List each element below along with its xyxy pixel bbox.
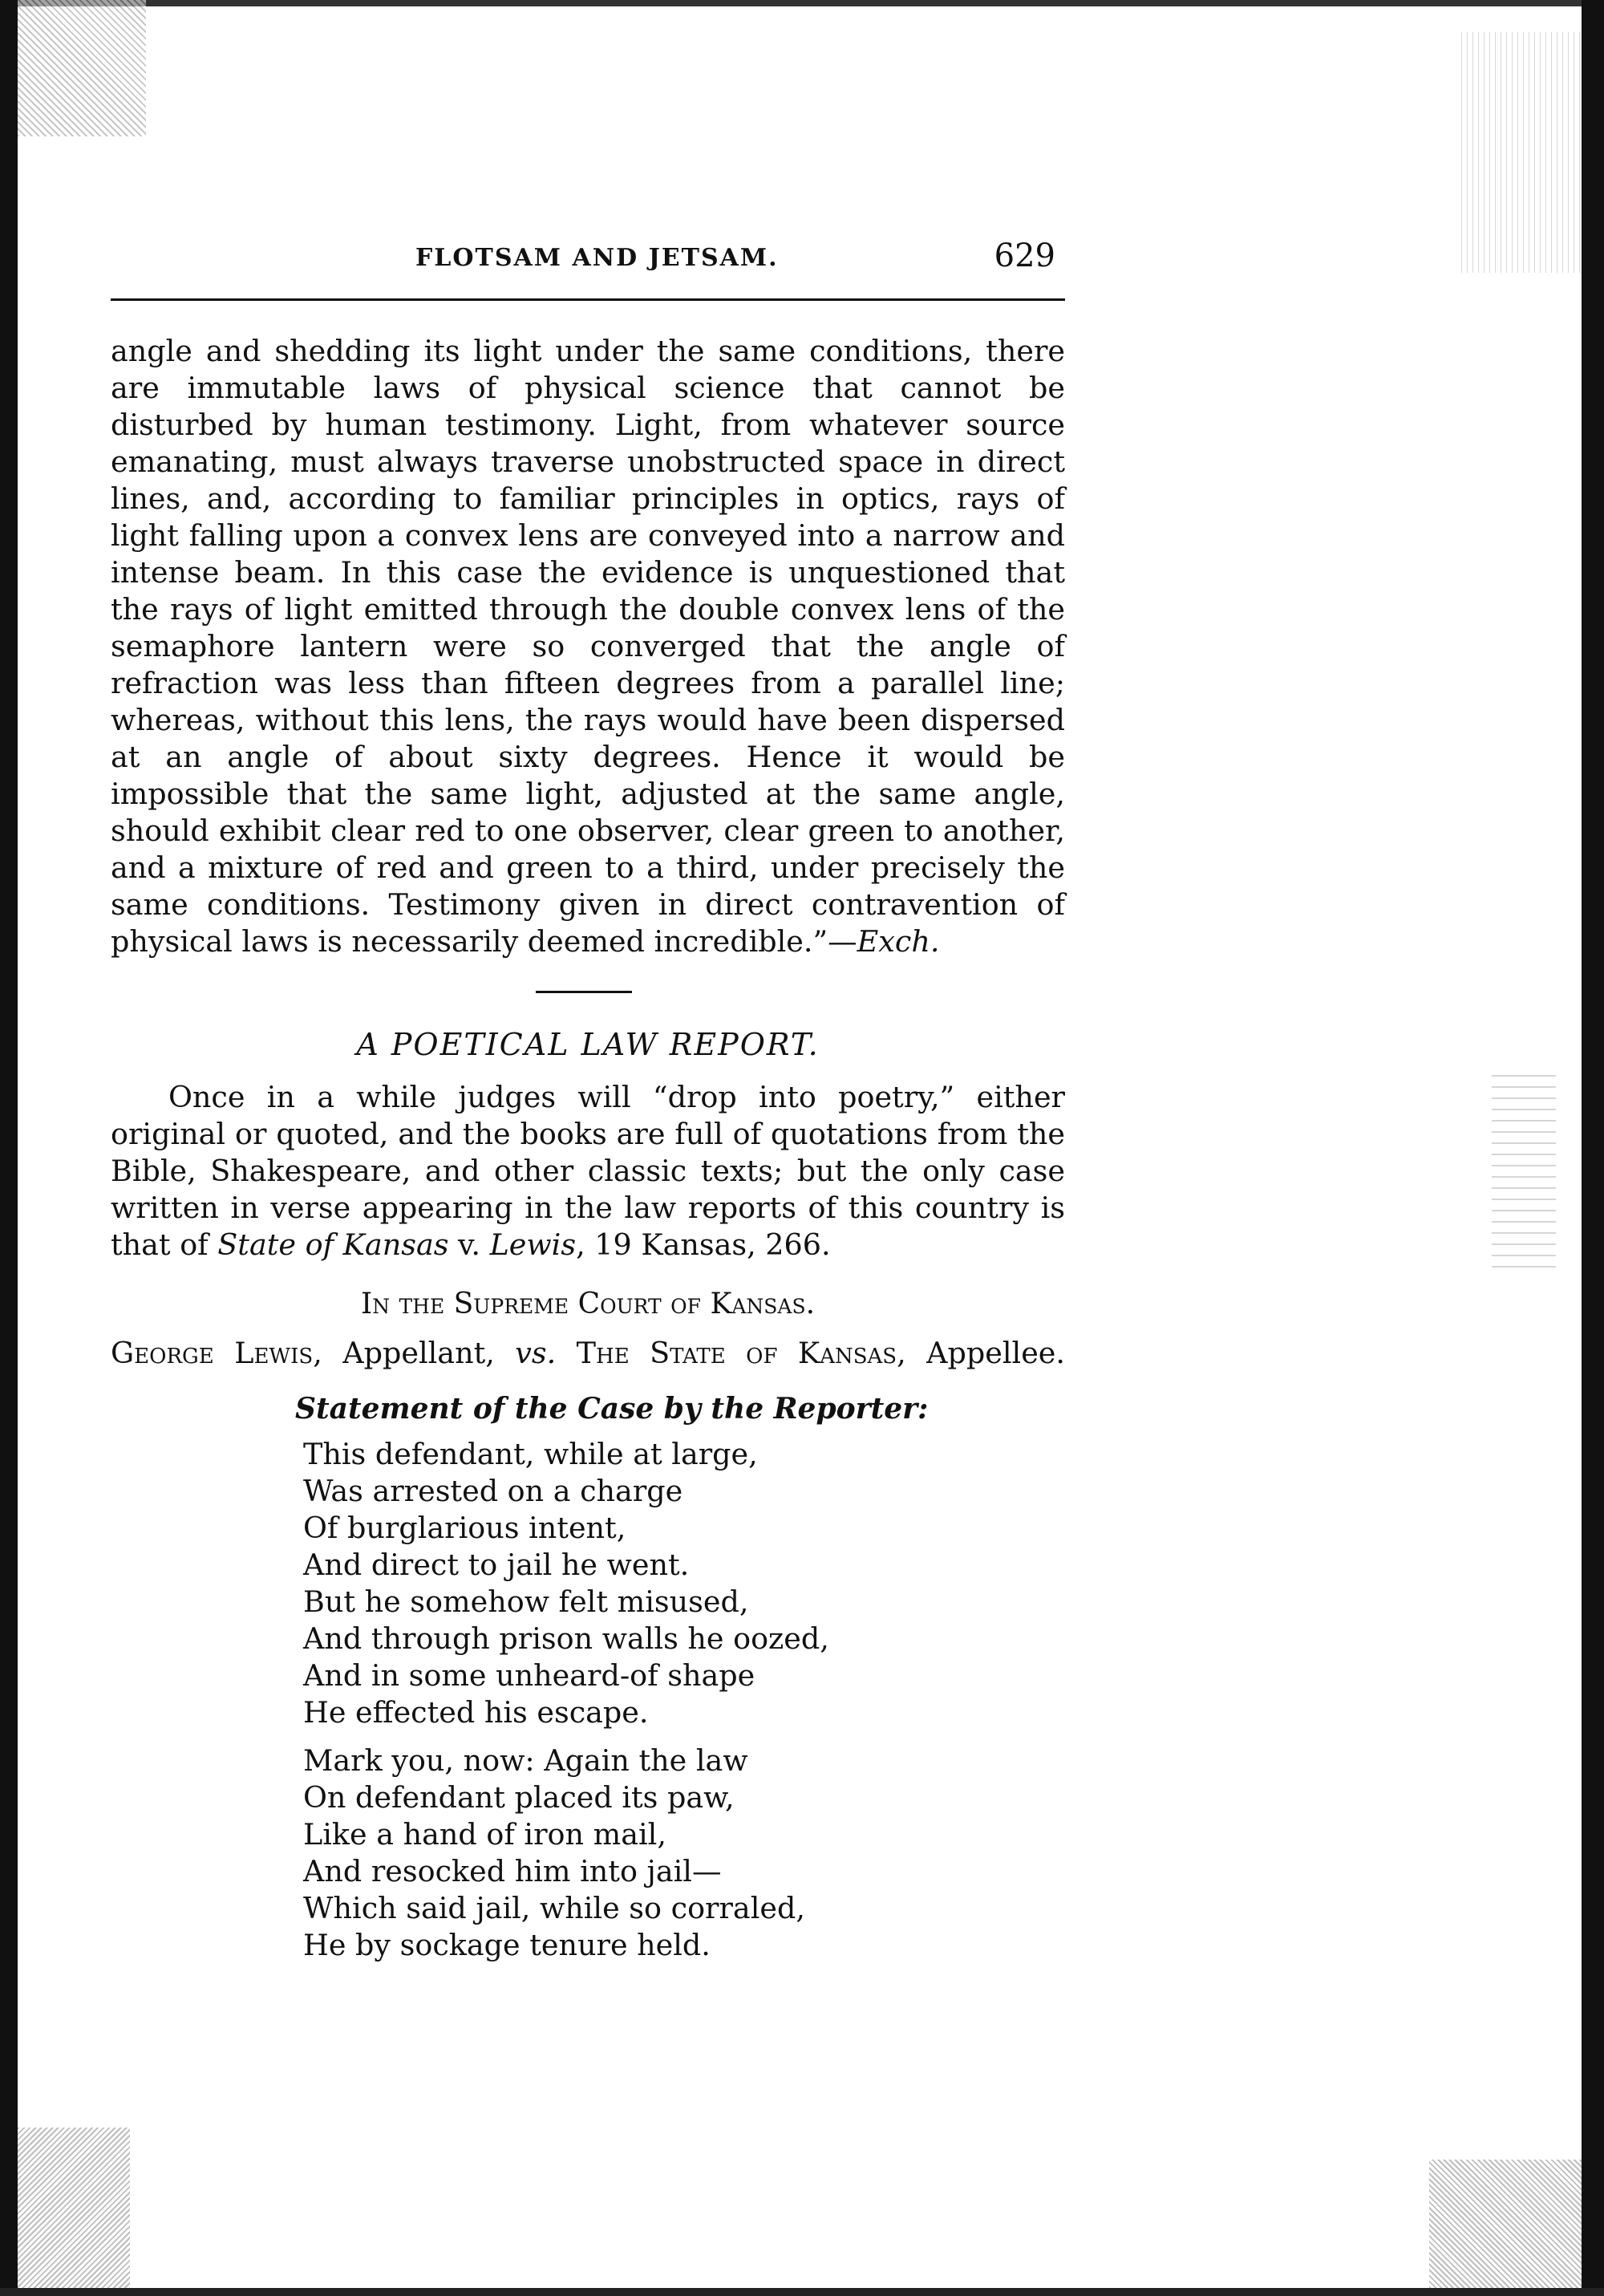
margin-marks bbox=[1492, 1067, 1556, 1268]
section-title: A POETICAL LAW REPORT. bbox=[356, 1027, 820, 1062]
scan-edge-bottom bbox=[0, 2288, 1604, 2296]
verse-stanza-2 bbox=[303, 1742, 1025, 1964]
case-party: Lewis bbox=[489, 1227, 577, 1262]
paragraph bbox=[111, 333, 1065, 960]
paragraph bbox=[111, 1079, 1065, 1264]
intro-paragraph bbox=[111, 1079, 1065, 1264]
running-head: FLOTSAM AND JETSAM. bbox=[415, 244, 779, 272]
verse-line: And through prison walls he oozed, bbox=[303, 1621, 829, 1656]
scan-noise-bottom-left bbox=[18, 2128, 130, 2288]
scan-noise-bottom-right bbox=[1429, 2160, 1582, 2288]
verse-line: He by sockage tenure held. bbox=[303, 1928, 711, 1962]
header-rule bbox=[111, 298, 1065, 301]
section-divider bbox=[536, 991, 632, 993]
verse-stanza-1 bbox=[303, 1436, 1025, 1731]
page-header bbox=[111, 233, 1065, 281]
scan-edge-top bbox=[0, 0, 1604, 6]
verse-line: And direct to jail he went. bbox=[303, 1548, 690, 1582]
scan-edge-right bbox=[1582, 0, 1604, 2296]
court-heading: In the Supreme Court of Kansas. bbox=[360, 1288, 816, 1320]
verse-line: He effected his escape. bbox=[303, 1695, 649, 1730]
scan-noise-top-left bbox=[18, 0, 146, 136]
case-parties bbox=[111, 1336, 1065, 1370]
verse-line: Mark you, now: Again the law bbox=[303, 1743, 748, 1778]
versus: vs. bbox=[515, 1336, 557, 1370]
scan-noise-top-right bbox=[1461, 32, 1582, 273]
paragraph-text: angle and shedding its light under the same conditions, there are immutable laws of physical science that cannot be disturbed by human testimony. Light, from whatever source emanating, must always traverse unobstructed space in direct lines, and, according to familiar principles in optics, rays of light falling upon a convex lens are conveyed into a narrow and intense beam. In this case the evidence is unquestioned that the rays of light emitted through the double convex lens of the semaphore lantern were so converged that the angle of refraction was less than fifteen degrees from a parallel line; whereas, without this lens, the rays would have been dispersed at an angle of about sixty degrees. Hence it would be impossible that the same light, adjusted at the same angle, should exhibit clear red to one observer, clear green to another, and a mixture of red and green to a third, under precisely the same conditions. Testimony given in direct contravention of physical laws is necessarily deemed incredible.”— bbox=[111, 334, 1065, 959]
case-name: State of Kansas bbox=[217, 1227, 449, 1262]
verse-line: And in some unheard-of shape bbox=[303, 1658, 755, 1693]
verse-line: This defendant, while at large, bbox=[303, 1437, 758, 1471]
intro-text: Once in a while judges will “drop into poetry,” either original or quoted, and the books are full of quotations from the Bible, Shakespeare, and other classic texts; but the only case written in verse appearing in the law reports of this country is that of bbox=[111, 1080, 1065, 1262]
appellant-name: George Lewis bbox=[111, 1336, 314, 1370]
continued-paragraph bbox=[111, 333, 1065, 960]
book-page bbox=[111, 233, 1065, 1962]
case-citation: , 19 Kansas, 266. bbox=[576, 1227, 831, 1262]
verse-line: Was arrested on a charge bbox=[303, 1474, 683, 1508]
appellant-role: , Appellant, bbox=[313, 1336, 516, 1370]
scan-edge-left bbox=[0, 0, 18, 2296]
verse-line: And resocked him into jail— bbox=[303, 1854, 722, 1888]
statement-heading: Statement of the Case by the Reporter: bbox=[295, 1392, 929, 1426]
verse-line: On defendant placed its paw, bbox=[303, 1780, 735, 1815]
verse-line: Like a hand of iron mail, bbox=[303, 1817, 666, 1852]
verse-line: But he somehow felt misused, bbox=[303, 1584, 749, 1619]
verse-line: Which said jail, while so corraled, bbox=[303, 1891, 805, 1925]
source-citation: Exch. bbox=[857, 924, 940, 959]
appellee-name: The State of Kansas bbox=[556, 1336, 897, 1370]
case-v: v. bbox=[448, 1227, 490, 1262]
page-number: 629 bbox=[994, 237, 1055, 274]
appellee-role: , Appellee. bbox=[897, 1336, 1065, 1370]
verse-line: Of burglarious intent, bbox=[303, 1511, 626, 1545]
